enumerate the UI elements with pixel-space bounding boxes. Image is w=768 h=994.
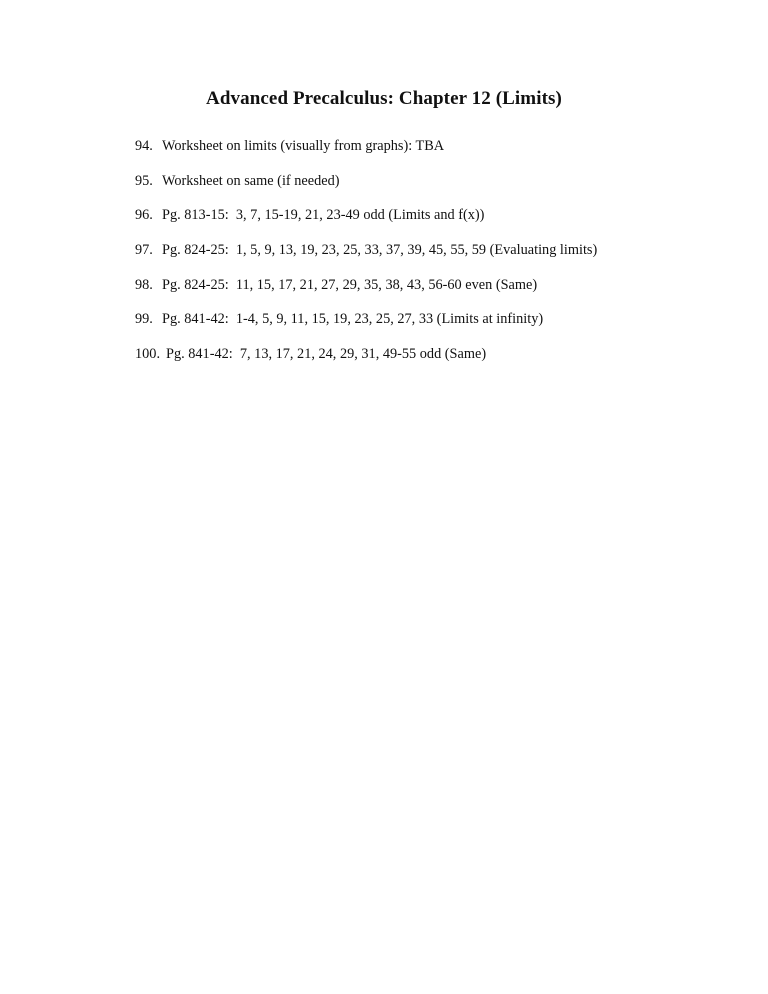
item-number: 100.: [135, 346, 161, 363]
item-number: 98.: [135, 276, 153, 293]
item-number: 96.: [135, 207, 153, 224]
assignment-list: [135, 136, 597, 379]
item-text: Worksheet on same (if needed): [162, 172, 340, 189]
list-item: [135, 205, 597, 240]
item-text: Pg. 824-25: 1, 5, 9, 13, 19, 23, 25, 33, 37, 39, 45, 55, 59 (Evaluating limits): [162, 242, 598, 259]
list-item: [135, 136, 597, 171]
list-item: [135, 309, 597, 344]
item-text: Worksheet on limits (visually from graphs): TBA: [162, 138, 445, 154]
item-number: 99.: [135, 311, 153, 328]
item-number: 94.: [135, 138, 153, 154]
list-item: [135, 171, 597, 206]
list-item: [135, 344, 597, 379]
item-number: 95.: [135, 172, 153, 189]
item-text: Pg. 813-15: 3, 7, 15-19, 21, 23-49 odd (Limits and f(x)): [162, 207, 485, 224]
list-item: [135, 240, 597, 275]
item-number: 97.: [135, 242, 153, 259]
item-text: Pg. 824-25: 11, 15, 17, 21, 27, 29, 35, 38, 43, 56-60 even (Same): [162, 276, 538, 293]
item-text: Pg. 841-42: 1-4, 5, 9, 11, 15, 19, 23, 25, 27, 33 (Limits at infinity): [162, 311, 544, 328]
item-text: Pg. 841-42: 7, 13, 17, 21, 24, 29, 31, 49-55 odd (Same): [166, 346, 487, 363]
list-item: [135, 275, 597, 310]
document-title: Advanced Precalculus: Chapter 12 (Limits): [206, 88, 562, 109]
